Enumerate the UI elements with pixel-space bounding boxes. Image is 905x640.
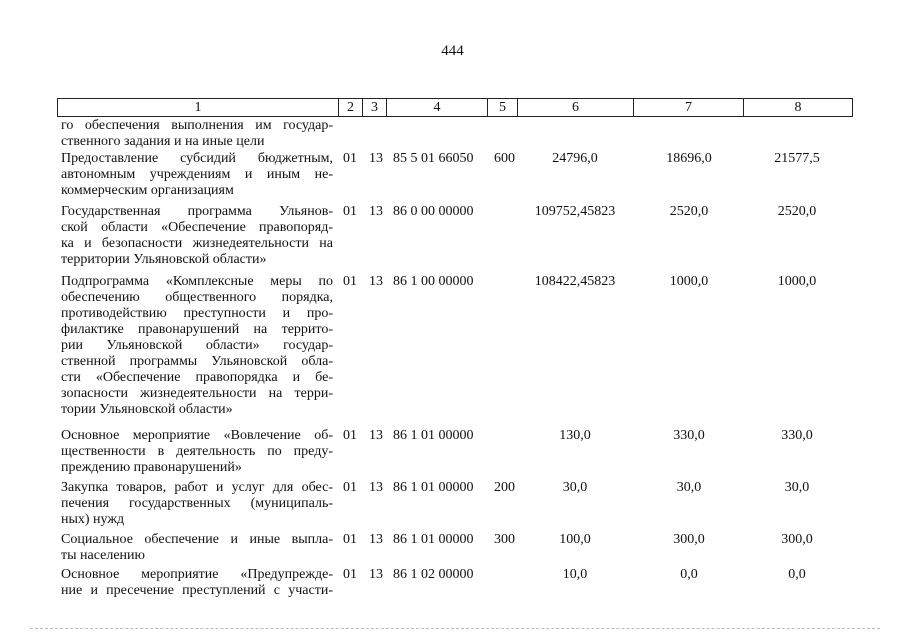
cell-amount-6: 30,0 xyxy=(562,480,588,495)
description-line: сти «Обеспечение правопорядка и бе- xyxy=(61,370,333,385)
cell-subsection: 13 xyxy=(369,151,383,166)
description-line: обеспечению общественного порядка, xyxy=(61,290,333,305)
description-line: зопасности жизнедеятельности на терри- xyxy=(61,386,333,401)
cell-target-code: 85 5 01 66050 xyxy=(393,151,474,166)
cell-section: 01 xyxy=(343,567,357,582)
cell-amount-6: 108422,45823 xyxy=(534,274,616,289)
row-description xyxy=(61,428,333,476)
cell-subsection: 13 xyxy=(369,428,383,443)
scan-edge-divider xyxy=(30,628,880,630)
description-line: Государственная программа Ульянов- xyxy=(61,204,333,219)
cell-amount-8: 2520,0 xyxy=(777,204,817,219)
description-line: ка и безопасности жизнедеятельности на xyxy=(61,236,333,251)
row-description xyxy=(61,480,333,528)
description-line: тории Ульяновской области» xyxy=(61,402,233,417)
header-col-7: 7 xyxy=(634,99,744,116)
row-description xyxy=(61,274,333,418)
cell-amount-7: 30,0 xyxy=(676,480,702,495)
description-line: противодействию преступности и про- xyxy=(61,306,333,321)
cell-amount-7: 18696,0 xyxy=(666,151,712,166)
row-description xyxy=(61,567,333,599)
header-col-5: 5 xyxy=(488,99,518,116)
cell-target-code: 86 1 01 00000 xyxy=(393,428,474,443)
cell-amount-7: 0,0 xyxy=(680,567,698,582)
cell-amount-8: 30,0 xyxy=(784,480,810,495)
cell-expense-type: 200 xyxy=(494,480,515,495)
cell-amount-6: 100,0 xyxy=(559,532,591,547)
header-col-1: 1 xyxy=(58,99,339,116)
cell-section: 01 xyxy=(343,204,357,219)
cell-target-code: 86 1 00 00000 xyxy=(393,274,474,289)
description-line: ственного задания и на иные цели xyxy=(61,134,265,149)
description-line: Закупка товаров, работ и услуг для обес- xyxy=(61,480,333,495)
cell-amount-8: 1000,0 xyxy=(777,274,817,289)
header-col-4: 4 xyxy=(387,99,488,116)
description-line: территории Ульяновской области» xyxy=(61,252,267,267)
row-description xyxy=(61,204,333,268)
description-line: Подпрограмма «Комплексные меры по xyxy=(61,274,333,289)
cell-amount-7: 1000,0 xyxy=(669,274,709,289)
cell-section: 01 xyxy=(343,151,357,166)
cell-amount-7: 300,0 xyxy=(673,532,705,547)
cell-amount-6: 109752,45823 xyxy=(534,204,616,219)
cell-subsection: 13 xyxy=(369,532,383,547)
header-col-6: 6 xyxy=(518,99,634,116)
cell-target-code: 86 0 00 00000 xyxy=(393,204,474,219)
description-line: Социальное обеспечение и иные выпла- xyxy=(61,532,333,547)
description-line: ных) нужд xyxy=(61,512,125,527)
cell-subsection: 13 xyxy=(369,480,383,495)
header-col-3: 3 xyxy=(363,99,387,116)
description-line: печения государственных (муниципаль- xyxy=(61,496,333,511)
description-line: коммерческим организациям xyxy=(61,183,234,198)
cell-subsection: 13 xyxy=(369,274,383,289)
cell-expense-type: 300 xyxy=(494,532,515,547)
cell-subsection: 13 xyxy=(369,204,383,219)
description-line: ской области «Обеспечение правопоряд- xyxy=(61,220,333,235)
cell-section: 01 xyxy=(343,428,357,443)
cell-amount-8: 300,0 xyxy=(781,532,813,547)
description-line: ние и пресечение преступлений с участи- xyxy=(61,583,333,598)
description-line: Основное мероприятие «Вовлечение об- xyxy=(61,428,333,443)
cell-amount-7: 2520,0 xyxy=(669,204,709,219)
cell-target-code: 86 1 01 00000 xyxy=(393,532,474,547)
header-col-8: 8 xyxy=(794,100,802,115)
description-line: рии Ульяновской области» государ- xyxy=(61,338,333,353)
row-description xyxy=(61,118,333,150)
cell-target-code: 86 1 02 00000 xyxy=(393,567,474,582)
description-line: Основное мероприятие «Предупрежде- xyxy=(61,567,333,582)
cell-amount-8: 330,0 xyxy=(781,428,813,443)
cell-amount-6: 130,0 xyxy=(559,428,591,443)
description-line: автономным учреждениям и иным не- xyxy=(61,167,333,182)
row-description xyxy=(61,532,333,564)
description-line: Предоставление субсидий бюджетным, xyxy=(61,151,333,166)
cell-section: 01 xyxy=(343,480,357,495)
cell-target-code: 86 1 01 00000 xyxy=(393,480,474,495)
cell-expense-type: 600 xyxy=(494,151,515,166)
cell-subsection: 13 xyxy=(369,567,383,582)
description-line: филактике правонарушений на террито- xyxy=(61,322,333,337)
cell-amount-6: 10,0 xyxy=(562,567,588,582)
description-line: го обеспечения выполнения им государ- xyxy=(61,118,333,133)
cell-amount-8: 0,0 xyxy=(788,567,806,582)
cell-amount-6: 24796,0 xyxy=(552,151,598,166)
cell-amount-7: 330,0 xyxy=(673,428,705,443)
page-number: 444 xyxy=(441,43,464,59)
row-description xyxy=(61,151,333,199)
description-line: преждению правонарушений» xyxy=(61,460,242,475)
cell-section: 01 xyxy=(343,274,357,289)
description-line: ты населению xyxy=(61,548,145,563)
description-line: щественности в деятельность по преду- xyxy=(61,444,333,459)
cell-amount-8: 21577,5 xyxy=(774,151,820,166)
cell-section: 01 xyxy=(343,532,357,547)
header-col-2: 2 xyxy=(339,99,363,116)
description-line: ственной программы Ульяновской обла- xyxy=(61,354,333,369)
